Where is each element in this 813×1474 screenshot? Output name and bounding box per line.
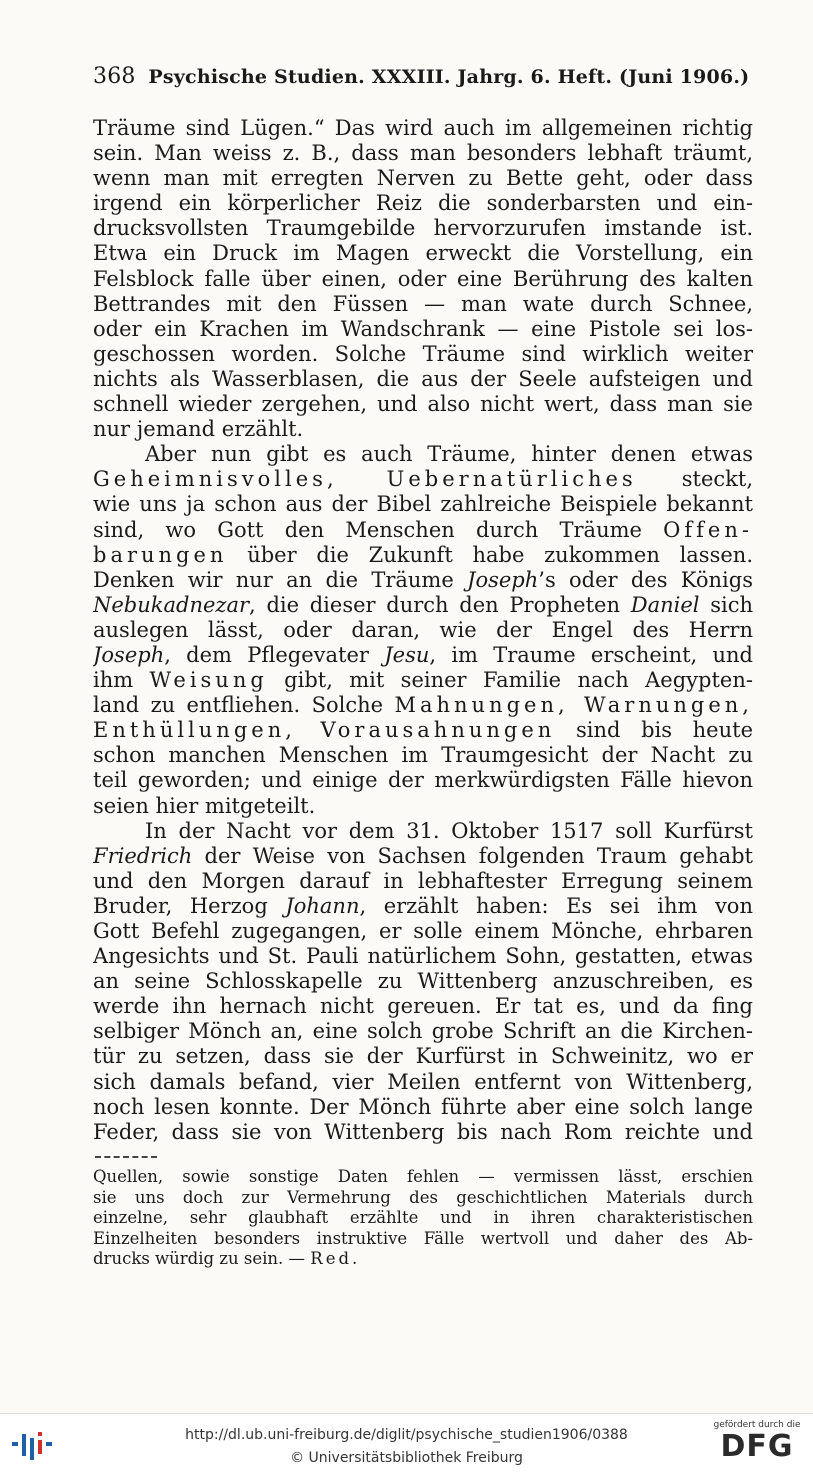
text-line: schnell wieder zergehen, und also nicht wert, dass man sie [93, 392, 753, 417]
text-segment: , die dieser durch den Propheten [249, 592, 621, 617]
footnote [93, 1167, 753, 1270]
text-segment: der Weise von Sachsen folgenden Traum gehabt [204, 843, 753, 868]
text-segment: ’s oder des Königs [538, 567, 753, 592]
italic-name: Friedrich [93, 843, 193, 868]
text-line: Angesichts und St. Pauli natürlichem Sohn, gestatten, etwas [93, 944, 753, 969]
text-line: Etwa ein Druck im Magen erweckt die Vorstellung, ein [93, 241, 753, 266]
text-line [93, 593, 753, 618]
text-line: irgend ein körperlicher Reiz die sonderbarsten und ein- [93, 191, 753, 216]
text-line: an seine Schlosskapelle zu Wittenberg anzuschreiben, es [93, 969, 753, 994]
text-line: tür zu setzen, dass sie der Kurfürst in Schweinitz, wo er [93, 1044, 753, 1069]
text-segment: sich [710, 592, 753, 617]
text-line: Feder, dass sie von Wittenberg bis nach Rom reichte und [93, 1119, 753, 1144]
text-segment: sind bis heute [575, 718, 753, 743]
text-line: wie uns ja schon aus der Bibel zahlreiche Beispiele bekannt [93, 492, 753, 517]
document-url-link[interactable]: http://dl.ub.uni-freiburg.de/diglit/psychische_studien1906/0388 [185, 1427, 628, 1443]
text-line: und den Morgen darauf in lebhaftester Erregung seinem [93, 868, 753, 893]
text-line: seien hier mitgeteilt. [93, 793, 316, 818]
text-line: werde ihn hernach nicht gereuen. Er tat es, und da fing [93, 994, 753, 1019]
text-segment: sind, wo Gott den Menschen durch Träume [93, 517, 642, 542]
footnote-line: sie uns doch zur Vermehrung des geschichtlichen Materials durch [93, 1187, 753, 1207]
text-line: Träume sind Lügen.“ Das wird auch im allgemeinen richtig [93, 116, 753, 140]
italic-name: Jesu [384, 642, 430, 667]
text-line: Gott Befehl zugegangen, er solle einem Mönche, ehrbaren [93, 919, 753, 943]
spaced-emphasis: Weisung [149, 668, 268, 693]
text-line [93, 643, 753, 668]
text-line [93, 543, 753, 568]
text-line [93, 718, 753, 743]
text-line: Bettrandes mit den Füssen — man wate durch Schnee, [93, 291, 753, 316]
italic-name: Johann [285, 893, 360, 918]
footnote-line: einzelne, sehr glaubhaft erzählte und in ihren charakteristischen [93, 1208, 753, 1228]
text-segment: , erzählt haben: Es sei ihm von [359, 893, 753, 918]
italic-name: Daniel [630, 592, 700, 617]
spaced-emphasis: Red. [310, 1249, 361, 1269]
text-line: sein. Man weiss z. B., dass man besonders lebhaft träumt, [93, 141, 753, 166]
footnote-divider [95, 1156, 157, 1158]
spaced-emphasis: Geheimnisvolles, Uebernatürliches [93, 467, 637, 492]
italic-name: Nebukadnezar [93, 592, 250, 617]
text-line [93, 518, 753, 543]
text-line: teil geworden; und einige der merkwürdigsten Fälle hievon [93, 768, 753, 793]
dfg-logo-icon: DFG [720, 1429, 794, 1464]
dfg-badge [711, 1420, 803, 1470]
copyright-notice: © Universitätsbibliothek Freiburg [290, 1450, 523, 1466]
text-line: noch lesen konnte. Der Mönch führte aber eine solch lange [93, 1094, 753, 1119]
text-line: schon manchen Menschen im Traumgesicht der Nacht zu [93, 743, 753, 768]
spaced-emphasis: Mahnungen, Warnungen, [394, 693, 753, 718]
text-segment: ihm [93, 668, 134, 693]
text-line: sich damals befand, vier Meilen entfernt von Wittenberg, [93, 1069, 753, 1094]
spaced-emphasis: Enthüllungen, Vorausahnungen [93, 718, 556, 743]
text-line [93, 568, 753, 593]
text-segment: über die Zukunft habe zukommen lassen. [247, 542, 753, 567]
page-number: 368 [93, 64, 136, 89]
text-segment: , im Traume erscheint, und [429, 642, 753, 667]
text-line: Felsblock falle über einen, oder eine Berührung des kalten [93, 266, 753, 291]
italic-name: Joseph [93, 642, 165, 667]
text-line: selbiger Mönch an, eine solch grobe Schrift an die Kirchen- [93, 1019, 753, 1044]
text-segment: steckt, [681, 467, 753, 492]
footnote-line [93, 1249, 753, 1270]
footnote-line: Quellen, sowie sonstige Daten fehlen — vermissen lässt, erschien [93, 1167, 753, 1186]
text-line: wenn man mit erregten Nerven zu Bette geht, oder dass [93, 166, 753, 191]
dfg-caption: gefördert durch die [713, 1420, 801, 1430]
text-line [93, 467, 753, 492]
text-segment: Denken wir nur an die Träume [93, 567, 454, 592]
text-line [93, 693, 753, 718]
viewer-footer [0, 1413, 813, 1474]
text-line [93, 844, 753, 869]
text-segment: gibt, mit seiner Familie nach Aegypten- [284, 668, 753, 693]
footnote-line: Einzelheiten besonders instruktive Fälle wertvoll und daher des Ab- [93, 1228, 753, 1248]
spaced-emphasis: barungen [93, 542, 228, 567]
text-line: nichts als Wasserblasen, die aus der Seele aufsteigen und [93, 366, 753, 391]
text-segment: drucks würdig zu sein. — [93, 1249, 306, 1269]
text-line: Aber nun gibt es auch Träume, hinter denen etwas [145, 442, 753, 467]
body-text [93, 116, 753, 1145]
text-segment: Bruder, Herzog [93, 893, 268, 918]
text-line: geschossen worden. Solche Träume sind wirklich weiter [93, 341, 753, 366]
text-line: nur jemand erzählt. [93, 417, 304, 442]
italic-name: Joseph [467, 567, 539, 592]
text-line: oder ein Krachen im Wandschrank — eine Pistole sei los- [93, 316, 753, 341]
text-line: drucksvollsten Traumgebilde hervorzurufen imstande ist. [93, 216, 753, 241]
running-title: Psychische Studien. XXXIII. Jahrg. 6. Heft. (Juni 1906.) [148, 66, 750, 88]
spaced-emphasis: Offen- [663, 517, 753, 542]
text-line: In der Nacht vor dem 31. Oktober 1517 soll Kurfürst [145, 818, 753, 843]
text-segment: land zu entfliehen. Solche [93, 693, 384, 718]
running-header [93, 64, 753, 89]
text-line [93, 668, 753, 693]
text-line [93, 894, 753, 919]
text-segment: , dem Pflegevater [164, 642, 369, 667]
text-line: auslegen lässt, oder daran, wie der Engel des Herrn [93, 617, 753, 642]
